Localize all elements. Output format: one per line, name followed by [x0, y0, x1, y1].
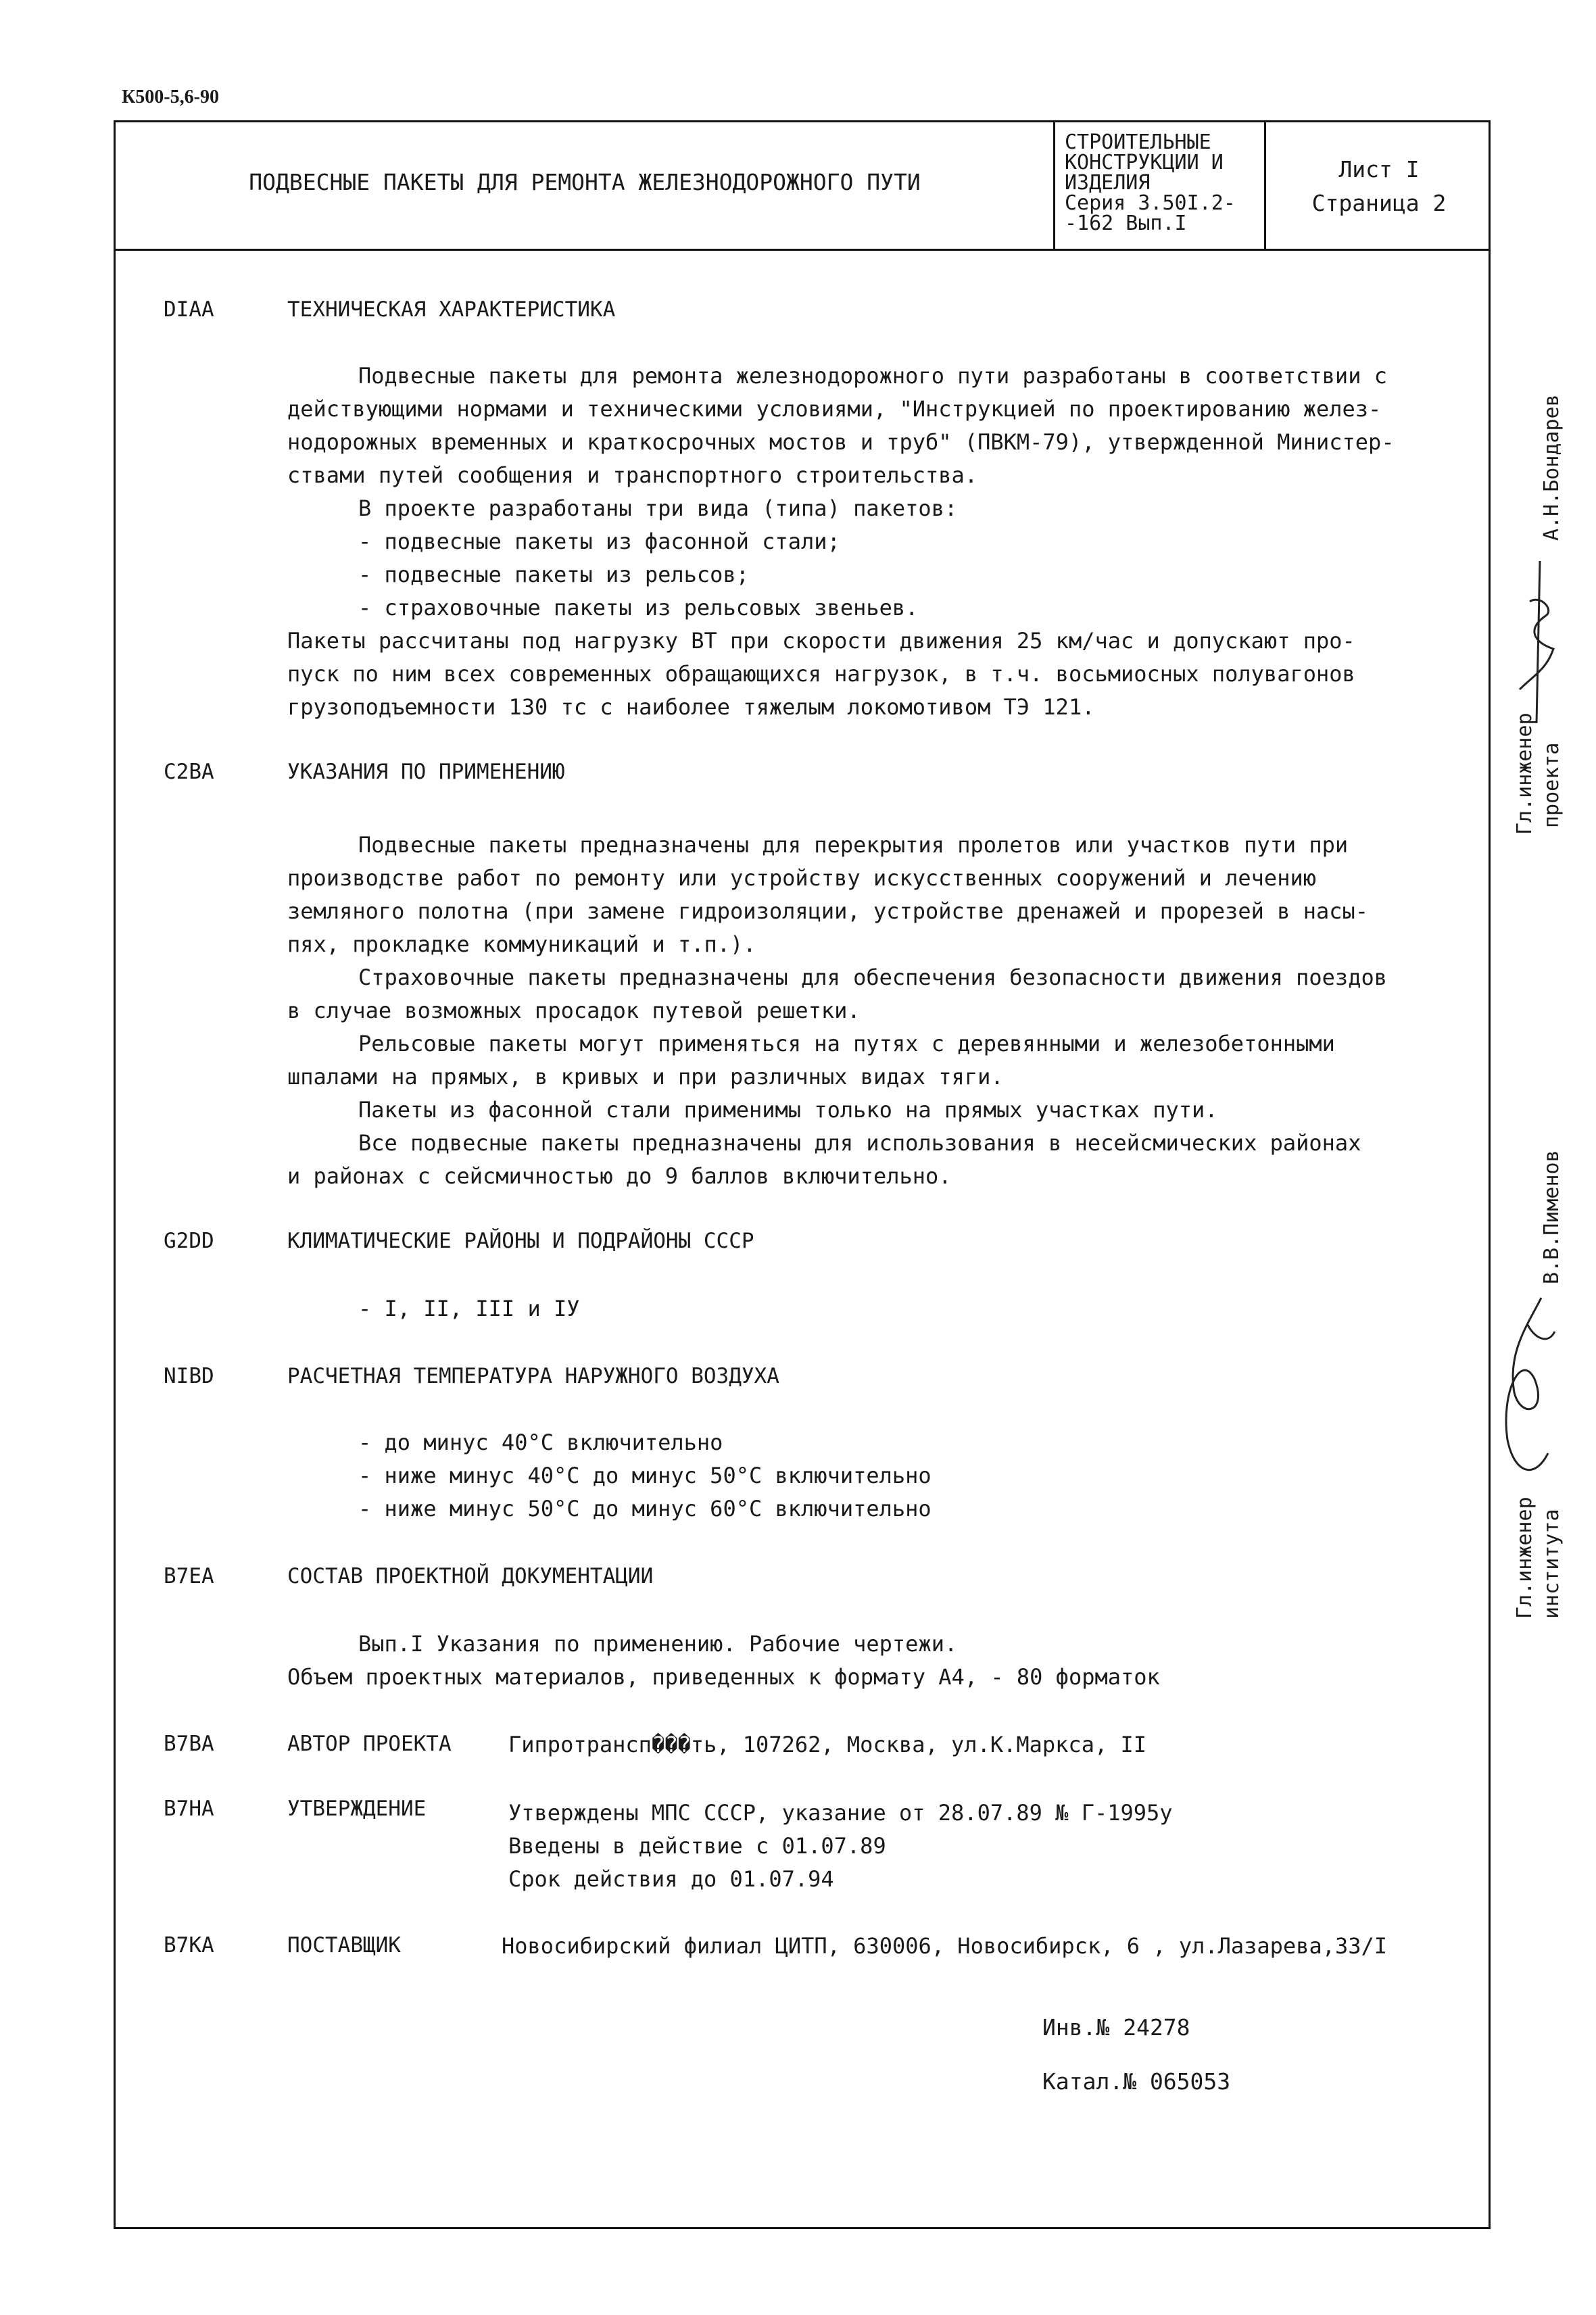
text-line: Пакеты рассчитаны под нагрузку ВТ при скорости движения 25 км/час и допускают про- — [287, 628, 1355, 654]
list-item: - до минус 40°С включительно — [358, 1430, 723, 1455]
section-code-climate: G2DD — [164, 1229, 214, 1253]
section-body-docs — [287, 1628, 1477, 1694]
inventory-number: Инв.№ 24278 — [1042, 2014, 1190, 2041]
text-line: Рельсовые пакеты могут применяться на путях с деревянными и железобетонными — [358, 1031, 1335, 1056]
text-line: производстве работ по ремонту или устройству искусственных сооружений и лечению — [287, 865, 1316, 891]
institute-engineer-name: В.В.Пименов — [1540, 1150, 1564, 1284]
sheet-block — [1271, 153, 1487, 220]
section-code-author: B7BA — [164, 1732, 214, 1756]
series-line: ИЗДЕЛИЯ — [1065, 171, 1151, 195]
list-item: - подвесные пакеты из фасонной стали; — [358, 529, 840, 554]
text-line: шпалами на прямых, в кривых и при различных видах тяги. — [287, 1064, 1004, 1090]
text-line: в случае возможных просадок путевой решетки. — [287, 998, 861, 1023]
text-line: Страховочные пакеты предназначены для обеспечения безопасности движения поездов — [358, 965, 1387, 990]
text-line: Объем проектных материалов, приведенных к формату А4, - 80 форматок — [287, 1664, 1160, 1690]
text-line: грузоподъемности 130 тс с наиболее тяжелым локомотивом ТЭ 121. — [287, 694, 1095, 720]
list-item: - ниже минус 40°С до минус 50°С включительно — [358, 1463, 932, 1488]
text-line: земляного полотна (при замене гидроизоляции, устройстве дренажей и прорезей в насы- — [287, 898, 1369, 924]
text-line: В проекте разработаны три вида (типа) пакетов: — [358, 495, 958, 521]
list-item: - подвесные пакеты из рельсов; — [358, 562, 749, 587]
section-title-usage: УКАЗАНИЯ ПО ПРИМЕНЕНИЮ — [287, 760, 565, 784]
text-line: ствами путей сообщения и транспортного строительства. — [287, 462, 978, 488]
header-divider-vertical-2 — [1264, 120, 1266, 249]
supplier-value: Новосибирский филиал ЦИТП, 630006, Новосибирск, 6 , ул.Лазарева,33/I — [502, 1933, 1388, 1959]
climate-value: - I, II, III и IУ — [358, 1296, 580, 1321]
page-number: Страница 2 — [1311, 190, 1447, 216]
series-line: СТРОИТЕЛЬНЫЕ — [1065, 130, 1211, 154]
section-title-tech: ТЕХНИЧЕСКАЯ ХАРАКТЕРИСТИКА — [287, 297, 616, 322]
text-line: Подвесные пакеты для ремонта железнодорожного пути разработаны в соответствии с — [358, 363, 1387, 389]
sheet-number: Лист I — [1338, 156, 1420, 182]
header-divider — [114, 249, 1491, 251]
header-divider-vertical-1 — [1053, 120, 1055, 249]
text-line: Срок действия до 01.07.94 — [508, 1866, 834, 1892]
section-body-tech — [287, 360, 1477, 724]
section-title-supplier: ПОСТАВЩИК — [287, 1933, 401, 1957]
document-code: К500-5,6-90 — [122, 87, 219, 107]
section-code-tech: DIAA — [164, 297, 214, 322]
project-engineer-name: А.Н.Бондарев — [1540, 394, 1564, 541]
text-line: действующими нормами и техническими условиями, "Инструкцией по проектированию желез- — [287, 396, 1382, 422]
text-line: Подвесные пакеты предназначены для перекрытия пролетов или участков пути при — [358, 832, 1349, 858]
catalog-number: Катал.№ 065053 — [1042, 2068, 1231, 2095]
section-title-climate: КЛИМАТИЧЕСКИЕ РАЙОНЫ И ПОДРАЙОНЫ СССР — [287, 1229, 754, 1253]
author-value: Гипротрансп���ть, 107262, Москва, ул.К.Маркса, II — [508, 1732, 1147, 1757]
section-code-usage: C2BA — [164, 760, 214, 784]
text-line: Введены в действие с 01.07.89 — [508, 1833, 886, 1859]
series-block — [1065, 132, 1261, 234]
project-engineer-signature — [1506, 554, 1567, 730]
section-code-docs: B7EA — [164, 1564, 214, 1588]
series-line: Серия 3.50I.2- — [1065, 191, 1236, 215]
text-line: Вып.I Указания по применению. Рабочие чертежи. — [358, 1631, 958, 1657]
section-code-supplier: B7KA — [164, 1933, 214, 1957]
series-line: КОНСТРУКЦИИ И — [1065, 151, 1224, 174]
text-line: Все подвесные пакеты предназначены для использования в несейсмических районах — [358, 1130, 1361, 1156]
section-body-temp — [287, 1426, 1477, 1526]
section-title-approval: УТВЕРЖДЕНИЕ — [287, 1797, 427, 1821]
list-item: - ниже минус 50°С до минус 60°С включительно — [358, 1496, 932, 1521]
approval-value — [508, 1797, 1173, 1896]
section-title-temp: РАСЧЕТНАЯ ТЕМПЕРАТУРА НАРУЖНОГО ВОЗДУХА — [287, 1364, 779, 1388]
section-body-usage — [287, 829, 1477, 1193]
project-engineer-role: Гл.инженер — [1513, 712, 1537, 835]
text-line: и районах с сейсмичностью до 9 баллов включительно. — [287, 1163, 952, 1189]
section-code-temp: NIBD — [164, 1364, 214, 1388]
text-line: нодорожных временных и краткосрочных мостов и труб" (ПВКМ-79), утвержденной Министер- — [287, 429, 1395, 455]
institute-engineer-role: Гл.инженер — [1513, 1496, 1537, 1619]
section-code-approval: B7HA — [164, 1797, 214, 1821]
institute-engineer-signature — [1487, 1284, 1562, 1494]
list-item: - страховочные пакеты из рельсовых звеньев. — [358, 595, 919, 620]
institute-engineer-role-2: института — [1540, 1509, 1564, 1619]
series-line: -162 Вып.I — [1065, 212, 1187, 235]
section-title-author: АВТОР ПРОЕКТА — [287, 1732, 452, 1756]
margin-line — [1489, 291, 1490, 2183]
text-line: пях, прокладке коммуникаций и т.п.). — [287, 931, 756, 957]
text-line: Утверждены МПС СССР, указание от 28.07.89 № Г-1995у — [508, 1800, 1173, 1826]
text-line: пуск по ним всех современных обращающихся нагрузок, в т.ч. восьмиосных полувагонов — [287, 661, 1355, 687]
document-title: ПОДВЕСНЫЕ ПАКЕТЫ ДЛЯ РЕМОНТА ЖЕЛЕЗНОДОРОЖНОГО ПУТИ — [249, 169, 921, 195]
section-title-docs: СОСТАВ ПРОЕКТНОЙ ДОКУМЕНТАЦИИ — [287, 1564, 654, 1588]
project-engineer-role-2: проекта — [1540, 742, 1564, 828]
text-line: Пакеты из фасонной стали применимы только на прямых участках пути. — [358, 1097, 1218, 1123]
